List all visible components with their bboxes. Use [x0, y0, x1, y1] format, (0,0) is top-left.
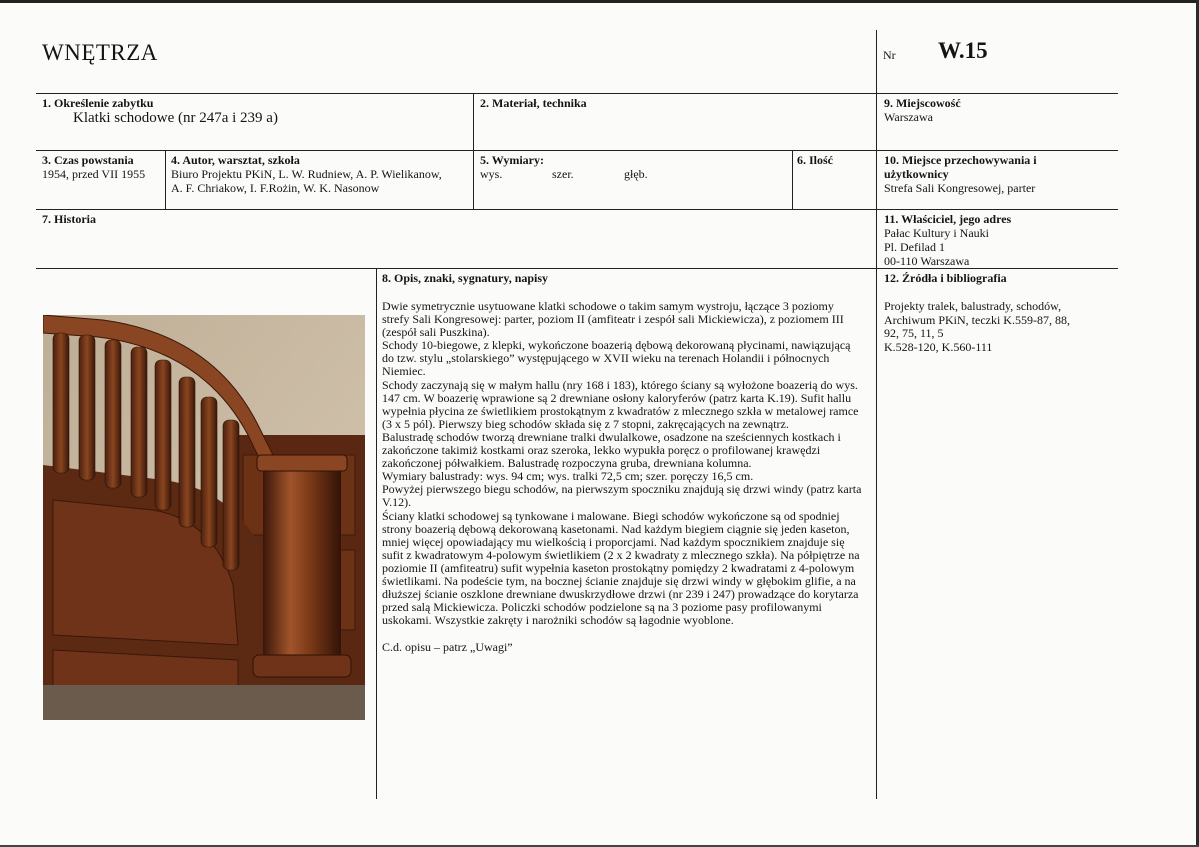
bibliography-line: 92, 75, 11, 5 — [884, 326, 944, 341]
field-5-label: 5. Wymiary: — [480, 153, 544, 167]
nr-label: Nr — [883, 48, 896, 62]
row-line-2 — [36, 150, 1118, 151]
field-11-line-3: 00-110 Warszawa — [884, 254, 970, 268]
bibliography-line: Projekty tralek, balustrady, schodów, — [884, 299, 1062, 313]
description-paragraph: Schody 10-biegowe, z klepki, wykończone boazerią dębową dekorowaną płycinami, nawiązującą do tzw. stylu „stolarskiego” występującego w XVII wieku na terenach Holandii i północnych Niemiec. — [382, 338, 851, 379]
field-10-label-2: użytkownicy — [884, 167, 949, 181]
field-11-line-2: Pl. Defilad 1 — [884, 240, 945, 254]
field-1-label: 1. Określenie zabytku — [42, 96, 154, 110]
description-paragraph: Schody zaczynają się w małym hallu (nry 168 i 183), którego ściany są wyłożone boazerią do wys. 147 cm. W boazerię wprawione są 2 drewniane osłony kaloryferów (patrz karta K.19). Sufit hallu wypełnia płycina ze świetlikiem prostokątnym z kwadratów z mlecznego szkła w metalowej ramce (3 x 5 pól). Pierwszy bieg schodów składa się z 7 stopni, zakręcających na zewnątrz. — [382, 377, 859, 431]
staircase-photo — [43, 315, 365, 720]
field-5-height: wys. — [480, 167, 503, 181]
description-text — [382, 300, 862, 654]
row-line-1 — [36, 93, 1118, 94]
field-8-label: 8. Opis, znaki, sygnatury, napisy — [382, 271, 549, 285]
field-10-label-1: 10. Miejsce przechowywania i — [884, 153, 1037, 167]
field-4-label: 4. Autor, warsztat, szkoła — [171, 153, 300, 167]
field-5-width: szer. — [552, 167, 574, 181]
bibliography — [884, 300, 1114, 354]
description-paragraph: Dwie symetrycznie usytuowane klatki schodowe o takim samym wystroju, łączące 3 poziomy strefy Sali Kongresowej: parter, poziom II (amfiteatr i zespół sali Mickiewicza), z poziomem III (zespół sali Puszkina). — [382, 299, 844, 340]
col-divider-c — [792, 150, 793, 209]
row-line-3 — [36, 209, 1118, 210]
field-3-label: 3. Czas powstania — [42, 153, 134, 167]
col-divider-d — [376, 268, 377, 799]
field-11-line-1: Pałac Kultury i Nauki — [884, 226, 989, 240]
col-divider-a — [473, 93, 474, 209]
staircase-illustration — [43, 315, 365, 720]
row-line-4 — [36, 268, 1118, 269]
field-1 — [42, 96, 153, 110]
nr-value: W.15 — [938, 38, 988, 63]
card-title: WNĘTRZA — [42, 40, 158, 65]
description-paragraph: Ściany klatki schodowej są tynkowane i malowane. Biegi schodów wykończone są od spodniej strony boazerią dębową dekorowaną kasetonami. Nad każdym biegiem ciągnie się jeden kaseton, mniej więcej opowiadający mu wielkością i proporcjami. Nad każdym spocznikiem znajduje się sufit z kwadratowym 4-polowym świetlikiem (2 x 2 kwadraty z mlecznego szkła). Na półpiętrze na poziomie II (amfiteatru) sufit wypełnia kaseton prostokątny pomiędzy 2 kwadratami z 4-polowym świetlikami. Na podeście tym, na bocznej ścianie znajduje się drzwi windy w głębokim glifie, a na dłuższej ścianie oszklone drewniane dwuskrzydłowe drzwi (nr 239 i 247) prowadzące do korytarza przed salą Mickiewicza. Policzki schodów podzielone są na 3 poziome pasy profilowanymi uskokami. Wszystkie zakręty i narożniki schodów są łagodnie wyoblone. — [382, 508, 860, 628]
field-1-value: Klatki schodowe (nr 247a i 239 a) — [73, 110, 278, 126]
field-4-line-2: A. F. Chriakow, I. F.Rożin, W. K. Nasonow — [171, 181, 380, 195]
description-paragraph: Powyżej pierwszego biegu schodów, na pierwszym spoczniku znajdują się drzwi windy (patrz karta V.12). — [382, 482, 862, 510]
top-border — [0, 0, 1199, 3]
description-paragraph: Balustradę schodów tworzą drewniane tralki dwulalkowe, osadzone na sześciennych kostkach i zakończone takimiż kostkami oraz szeroka, lekko wypukła poręcz o profilowanej krawędzi zakończonej półwałkiem. Balustradę rozpoczyna gruba, drewniana kolumna. — [382, 429, 841, 471]
col-divider-b — [165, 150, 166, 209]
main-column-divider — [876, 30, 877, 799]
bibliography-line: K.528-120, K.560-111 — [884, 339, 993, 354]
field-5-depth: głęb. — [624, 167, 648, 181]
description-paragraph: Wymiary balustrady: wys. 94 cm; wys. tralki 72,5 cm; szer. poręczy 16,5 cm. — [382, 469, 754, 484]
field-3-value: 1954, przed VII 1955 — [42, 167, 146, 181]
field-9-value: Warszawa — [884, 110, 934, 124]
field-11-label: 11. Właściciel, jego adres — [884, 212, 1012, 226]
bibliography-line: Archiwum PKiN, teczki K.559-87, 88, — [884, 312, 1070, 327]
description-continuation: C.d. opisu – patrz „Uwagi” — [382, 640, 513, 655]
field-7-label: 7. Historia — [42, 212, 96, 226]
field-12-label: 12. Źródła i bibliografia — [884, 271, 1007, 285]
field-10-value: Strefa Sali Kongresowej, parter — [884, 181, 1036, 195]
field-2-label: 2. Materiał, technika — [480, 96, 587, 110]
field-6-label: 6. Ilość — [797, 153, 833, 167]
field-4-line-1: Biuro Projektu PKiN, L. W. Rudniew, A. P. Wielikanow, — [171, 167, 442, 181]
field-9-label: 9. Miejscowość — [884, 96, 961, 110]
